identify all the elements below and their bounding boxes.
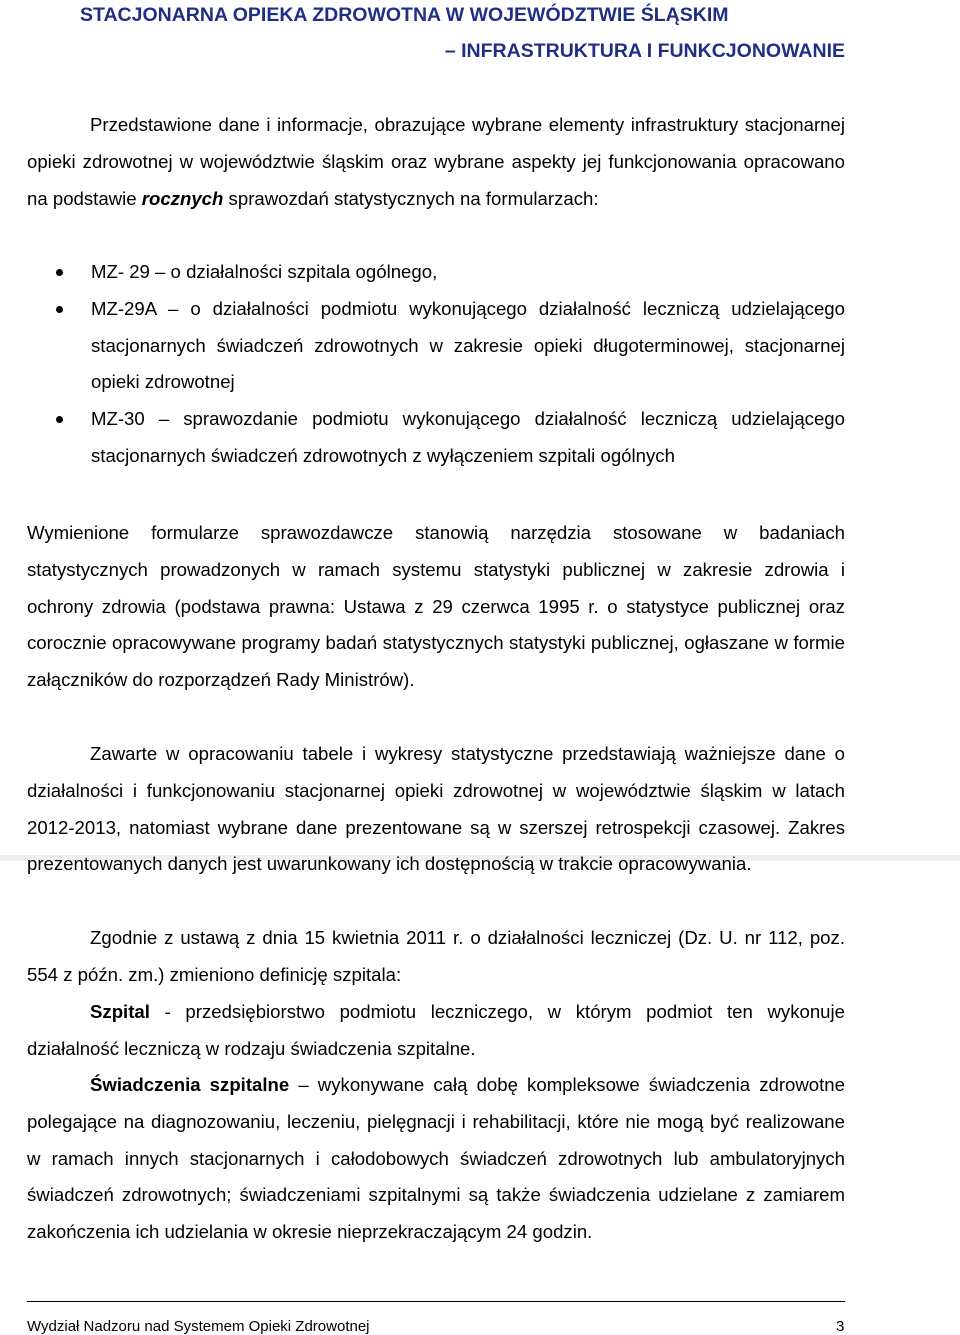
intro-paragraph: Przedstawione dane i informacje, obrazujące wybrane elementy infrastruktury stacjonarnej opieki zdrowotnej w województwie śląskim oraz wybrane aspekty jej funkcjonowania opracowano na podstawie rocznych sprawozdań statystycznych na formularzach: — [27, 114, 845, 209]
page-number: 3 — [836, 1318, 845, 1335]
bullet-icon — [56, 416, 63, 423]
emphasis-rocznych: rocznych — [141, 187, 224, 209]
term-hospital: Szpital — [90, 1001, 150, 1022]
bullet-icon — [56, 306, 63, 313]
footer-department: Wydział Nadzoru nad Systemem Opieki Zdrowotnej — [27, 1318, 370, 1335]
definition-hospital: Szpital - przedsiębiorstwo podmiotu leczniczego, w którym podmiot ten wykonuje działalność leczniczą w rodzaju świadczenia szpitalne. — [27, 1001, 845, 1059]
document-subtitle: – INFRASTRUKTURA I FUNKCJONOWANIE — [444, 40, 845, 62]
forms-role-paragraph: Wymienione formularze sprawozdawcze stanowią narzędzia stosowane w badaniach statystycznych prowadzonych w ramach systemu statystyki publicznej w zakresie zdrowia i ochrony zdrowia (podstawa prawna: Ustawa z 29 czerwca 1995 r. o statystyce publicznej oraz corocznie opracowywane programy badań statystycznych statystyki publicznej, ogłaszane w formie załączników do rozporządzeń Rady Ministrów). — [27, 522, 845, 691]
tables-paragraph: Zawarte w opracowaniu tabele i wykresy statystyczne przedstawiają ważniejsze dane o działalności i funkcjonowaniu stacjonarnej opieki zdrowotnej w województwie śląskim w latach 2012-2013, natomiast wybrane dane prezentowane są w szerszej retrospekcji czasowej. Zakres prezentowanych danych jest uwarunkowany ich dostępnością w trakcie opracowywania. — [27, 743, 845, 875]
law-paragraph: Zgodnie z ustawą z dnia 15 kwietnia 2011 r. o działalności leczniczej (Dz. U. nr 112, poz. 554 z późn. zm.) zmieniono definicję szpitala: — [27, 927, 845, 985]
bullet-icon — [56, 269, 63, 276]
document-title: STACJONARNA OPIEKA ZDROWOTNA W WOJEWÓDZTWIE ŚLĄSKIM — [80, 4, 729, 26]
list-item: MZ-29A – o działalności podmiotu wykonującego działalność leczniczą udzielającego stacjonarnych świadczeń zdrowotnych w zakresie opieki długoterminowej, stacjonarnej opieki zdrowotnej — [27, 291, 845, 401]
term-hospital-services: Świadczenia szpitalne — [90, 1074, 290, 1095]
definition-hospital-services: Świadczenia szpitalne – wykonywane całą dobę kompleksowe świadczenia zdrowotne polegające na diagnozowaniu, leczeniu, pielęgnacji i rehabilitacji, które nie mogą być realizowane w ramach innych stacjonarnych i całodobowych świadczeń zdrowotnych lub ambulatoryjnych świadczeń zdrowotnych; świadczeniami szpitalnymi są także świadczenia udzielane z zamiarem zakończenia ich udzielania w okresie nieprzekraczającym 24 godzin. — [27, 1074, 845, 1243]
list-item: MZ-30 – sprawozdanie podmiotu wykonującego działalność leczniczą udzielającego stacjonarnych świadczeń zdrowotnych z wyłączeniem szpitali ogólnych — [27, 401, 845, 475]
footer-divider — [27, 1301, 845, 1302]
forms-list — [27, 254, 845, 475]
list-item: MZ- 29 – o działalności szpitala ogólnego, — [27, 254, 845, 291]
